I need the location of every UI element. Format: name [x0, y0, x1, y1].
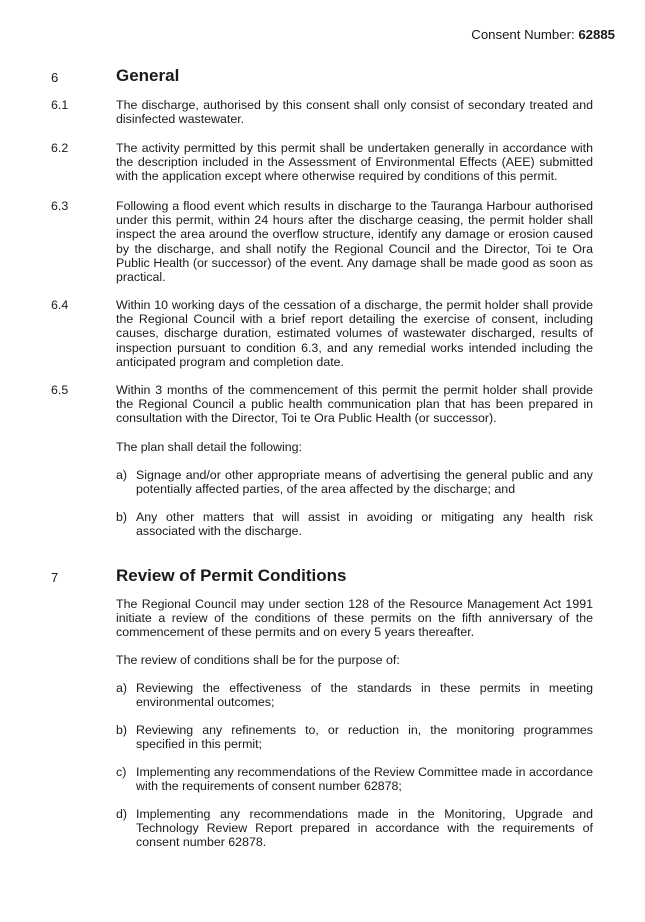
clause-number: 6.3 — [51, 199, 69, 213]
clause-text: The discharge, authorised by this consent shall only consist of secondary treated and disinfected wastewater. — [116, 98, 593, 127]
item-marker: b) — [116, 510, 128, 524]
clause-number: 6.5 — [51, 383, 69, 397]
item-text: Signage and/or other appropriate means of advertising the general public and any potentially affected parties, of the area affected by the discharge; and — [136, 468, 593, 497]
section-number: 7 — [51, 570, 59, 585]
item-marker: a) — [116, 681, 128, 695]
clause-number: 6.2 — [51, 141, 69, 155]
item-marker: b) — [116, 723, 128, 737]
item-text: Implementing any recommendations of the Review Committee made in accordance with the requirements of consent number 62878; — [136, 765, 593, 794]
clause-number: 6.1 — [51, 98, 69, 112]
consent-number — [471, 27, 615, 42]
clause-text: Following a flood event which results in discharge to the Tauranga Harbour authorised under this permit, within 24 hours after the discharge ceasing, the permit holder shall inspect the area around the overflow structure, identify any damage or erosion caused by the discharge, and shall notify the Regional Council and the Director, Toi te Ora Public Health (or successor) of the event. Any damage shall be made good as soon as practical. — [116, 199, 593, 285]
section-number: 6 — [51, 70, 59, 85]
review-purpose-intro: The review of conditions shall be for the purpose of: — [116, 653, 400, 667]
section-title: General — [116, 66, 180, 85]
item-marker: a) — [116, 468, 128, 482]
plan-intro: The plan shall detail the following: — [116, 440, 302, 454]
item-text: Implementing any recommendations made in the Monitoring, Upgrade and Technology Review Report prepared in accordance with the requirements of consent number 62878. — [136, 807, 593, 850]
item-text: Reviewing any refinements to, or reduction in, the monitoring programmes specified in this permit; — [136, 723, 593, 752]
clause-text: Within 10 working days of the cessation of a discharge, the permit holder shall provide the Regional Council with a brief report detailing the exercise of consent, including causes, discharge duration, estimated volumes of wastewater discharged, results of inspection pursuant to condition 6.3, and any remedial works intended including the anticipated program and completion date. — [116, 298, 593, 369]
consent-label: Consent Number: — [471, 27, 575, 42]
section-heading-7 — [0, 566, 645, 590]
section-title: Review of Permit Conditions — [116, 566, 347, 585]
item-text: Reviewing the effectiveness of the standards in these permits in meeting environmental outcomes; — [136, 681, 593, 710]
review-intro: The Regional Council may under section 128 of the Resource Management Act 1991 initiate a review of the conditions of these permits on the fifth anniversary of the commencement of these permits and on every 5 years thereafter. — [116, 597, 593, 640]
clause-text: Within 3 months of the commencement of this permit the permit holder shall provide the Regional Council a public health communication plan that has been prepared in consultation with the Director, Toi te Ora Public Health (or successor). — [116, 383, 593, 426]
item-marker: d) — [116, 807, 128, 821]
clause-text: The activity permitted by this permit shall be undertaken generally in accordance with the description included in the Assessment of Environmental Effects (AEE) submitted with the application except where otherwise required by conditions of this permit. — [116, 141, 593, 184]
consent-value: 62885 — [578, 27, 615, 42]
section-heading-6 — [0, 66, 645, 90]
item-marker: c) — [116, 765, 127, 779]
item-text: Any other matters that will assist in avoiding or mitigating any health risk associated with the discharge. — [136, 510, 593, 539]
clause-number: 6.4 — [51, 298, 69, 312]
